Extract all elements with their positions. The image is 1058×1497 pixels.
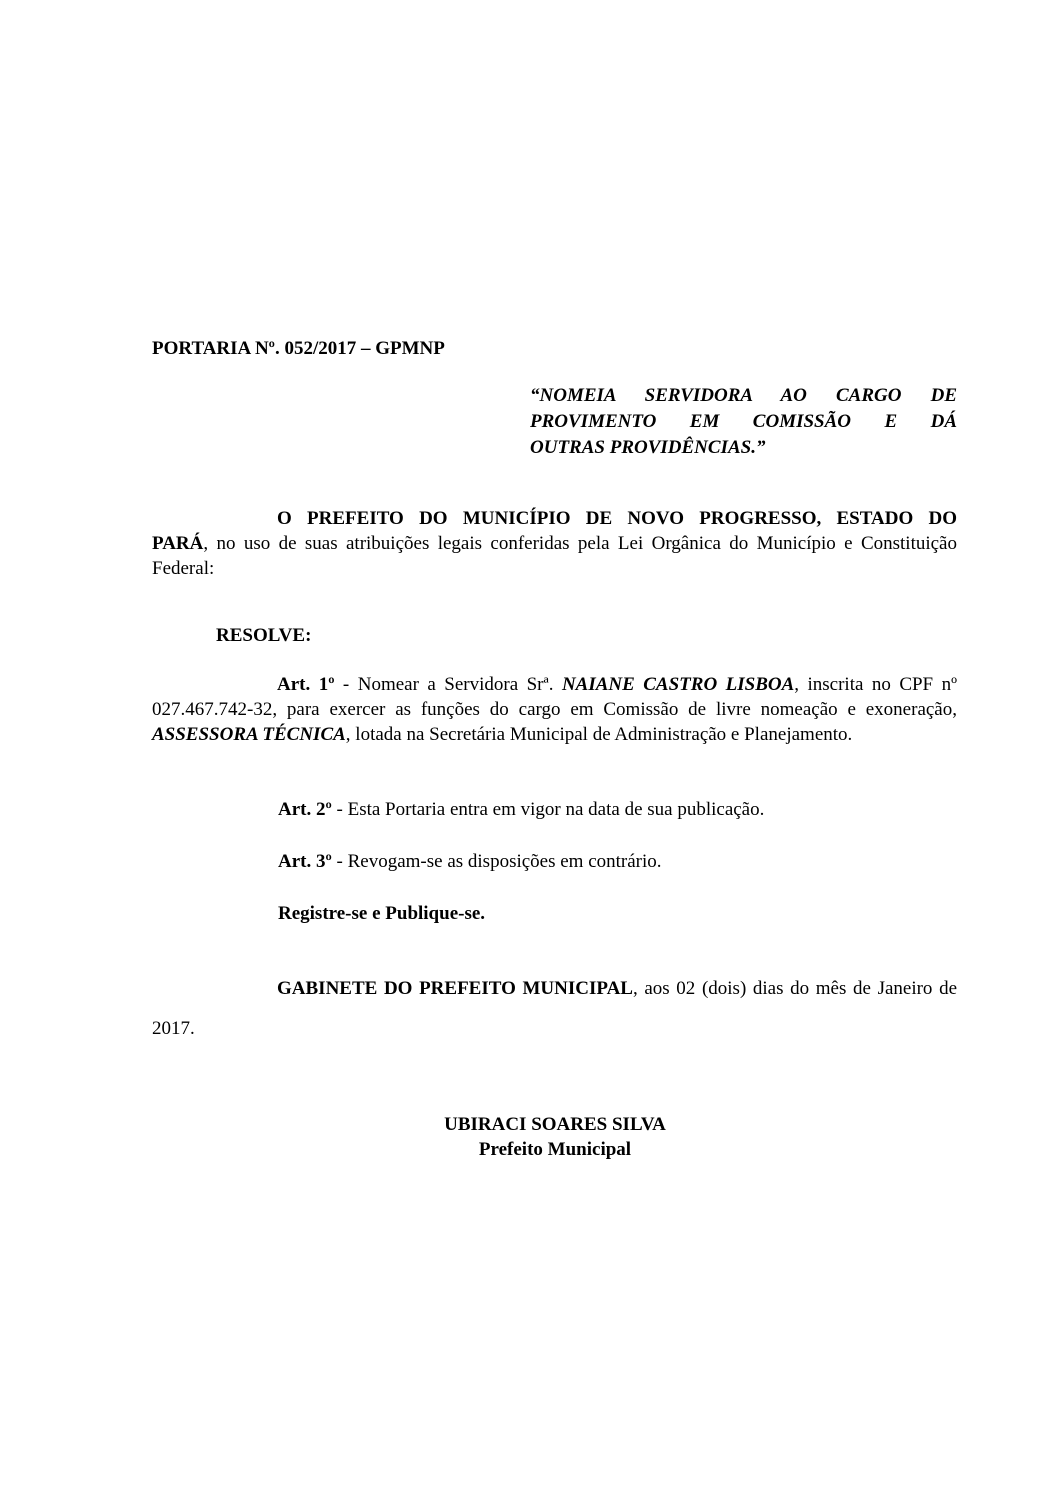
preamble-authority-line-2: PARÁ [152, 533, 204, 554]
article-3-text: - Revogam-se as disposições em contrário. [331, 851, 662, 872]
appointee-role: ASSESSORA TÉCNICA [152, 724, 346, 745]
signatory-name: UBIRACI SOARES SILVA [444, 1114, 666, 1135]
ementa-line-1: “NOMEIA SERVIDORA AO CARGO DE [530, 385, 957, 406]
appointee-name: NAIANE CASTRO LISBOA [561, 674, 795, 695]
registre-publique: Registre-se e Publique-se. [278, 903, 486, 924]
article-1-label: Art. 1º [277, 674, 335, 695]
ementa-line-2: PROVIMENTO EM COMISSÃO E DÁ [530, 411, 957, 432]
ementa [530, 383, 957, 461]
ementa-line-3: OUTRAS PROVIDÊNCIAS.” [530, 437, 766, 458]
article-2 [278, 799, 764, 821]
article-1-text-b: , inscrita no CPF nº 027.467.742-32, para exercer as funções do cargo em Comissão de livre nomeação e exoneração, [152, 674, 957, 720]
preamble-paragraph [152, 506, 957, 581]
signature-block [430, 1112, 680, 1162]
closing-paragraph [152, 969, 957, 1049]
signatory-role: Prefeito Municipal [478, 1139, 632, 1160]
article-1-text-c: , lotada na Secretária Municipal de Administração e Planejamento. [345, 724, 853, 745]
article-3-label: Art. 3º [278, 851, 332, 872]
article-2-label: Art. 2º [278, 799, 332, 820]
article-2-text: - Esta Portaria entra em vigor na data de sua publicação. [331, 799, 765, 820]
resolve-heading: RESOLVE: [216, 625, 312, 646]
article-3 [278, 851, 662, 873]
article-1-text-a: - Nomear a Servidora Srª. [334, 674, 562, 695]
closing-label: GABINETE DO PREFEITO MUNICIPAL [277, 978, 633, 999]
document-title: PORTARIA Nº. 052/2017 – GPMNP [152, 338, 445, 359]
article-1 [152, 672, 957, 747]
closing-text: , aos 02 (dois) dias do mês de Janeiro de 2017. [152, 978, 958, 1039]
preamble-authority-line-1: O PREFEITO DO MUNICÍPIO DE NOVO PROGRESSO, ESTADO DO [277, 508, 957, 529]
preamble-text: , no uso de suas atribuições legais conferidas pela Lei Orgânica do Município e Constituição Federal: [152, 533, 957, 579]
